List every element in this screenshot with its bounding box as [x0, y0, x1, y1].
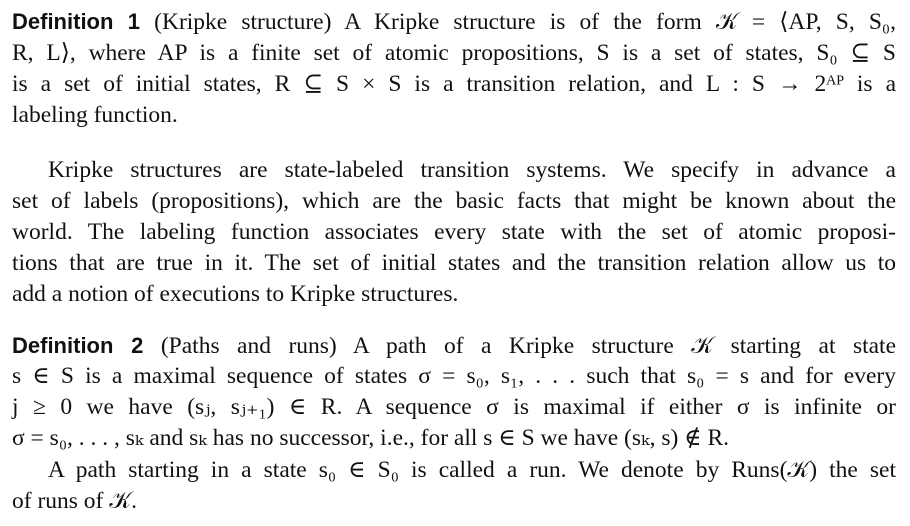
paragraph-line-1: Kripke structures are state-labeled transition systems. We specify in advance a [48, 157, 896, 183]
definition-1-text: (Kripke structure) A Kripke structure is of the form 𝒦 = ⟨AP, S, S₀, [140, 9, 896, 35]
paragraph-line-4: tions that are true in it. The set of initial states and the transition relation allow us to [12, 250, 896, 276]
definition-2-line-1 [12, 330, 896, 361]
definition-2-run-line: A path starting in a state s₀ ∈ S₀ is called a run. We denote by Runs(𝒦) the set [48, 457, 896, 483]
paragraph-line-5: add a notion of executions to Kripke structures. [12, 281, 459, 307]
definition-2-line-3: j ≥ 0 we have (sⱼ, sⱼ₊₁) ∈ R. A sequence σ is maximal if either σ is infinite or [12, 394, 896, 420]
definition-1-heading: Definition 1 [12, 9, 141, 34]
definition-1-line-3: is a set of initial states, R ⊆ S × S is a transition relation, and L : S → 2ᴬᴾ is a [12, 71, 896, 97]
definition-2-line-2: s ∈ S is a maximal sequence of states σ = s₀, s₁, . . . such that s₀ = s and for every [12, 363, 896, 389]
paragraph-line-2: set of labels (propositions), which are the basic facts that might be known about the [12, 188, 896, 214]
definition-2-last-line: of runs of 𝒦. [12, 488, 137, 514]
definition-1-line-1 [12, 6, 896, 37]
definition-1-line-4: labeling function. [12, 102, 178, 128]
definition-2-heading: Definition 2 [12, 333, 144, 358]
paragraph-line-3: world. The labeling function associates every state with the set of atomic proposi- [12, 219, 896, 245]
definition-2-text: (Paths and runs) A path of a Kripke structure 𝒦 starting at state [143, 333, 897, 359]
definition-1-line-2: R, L⟩, where AP is a finite set of atomic propositions, S is a set of states, S₀ ⊆ S [12, 40, 896, 66]
definition-2-line-4: σ = s₀, . . . , sₖ and sₖ has no successor, i.e., for all s ∈ S we have (sₖ, s) ∉ R. [12, 425, 729, 451]
